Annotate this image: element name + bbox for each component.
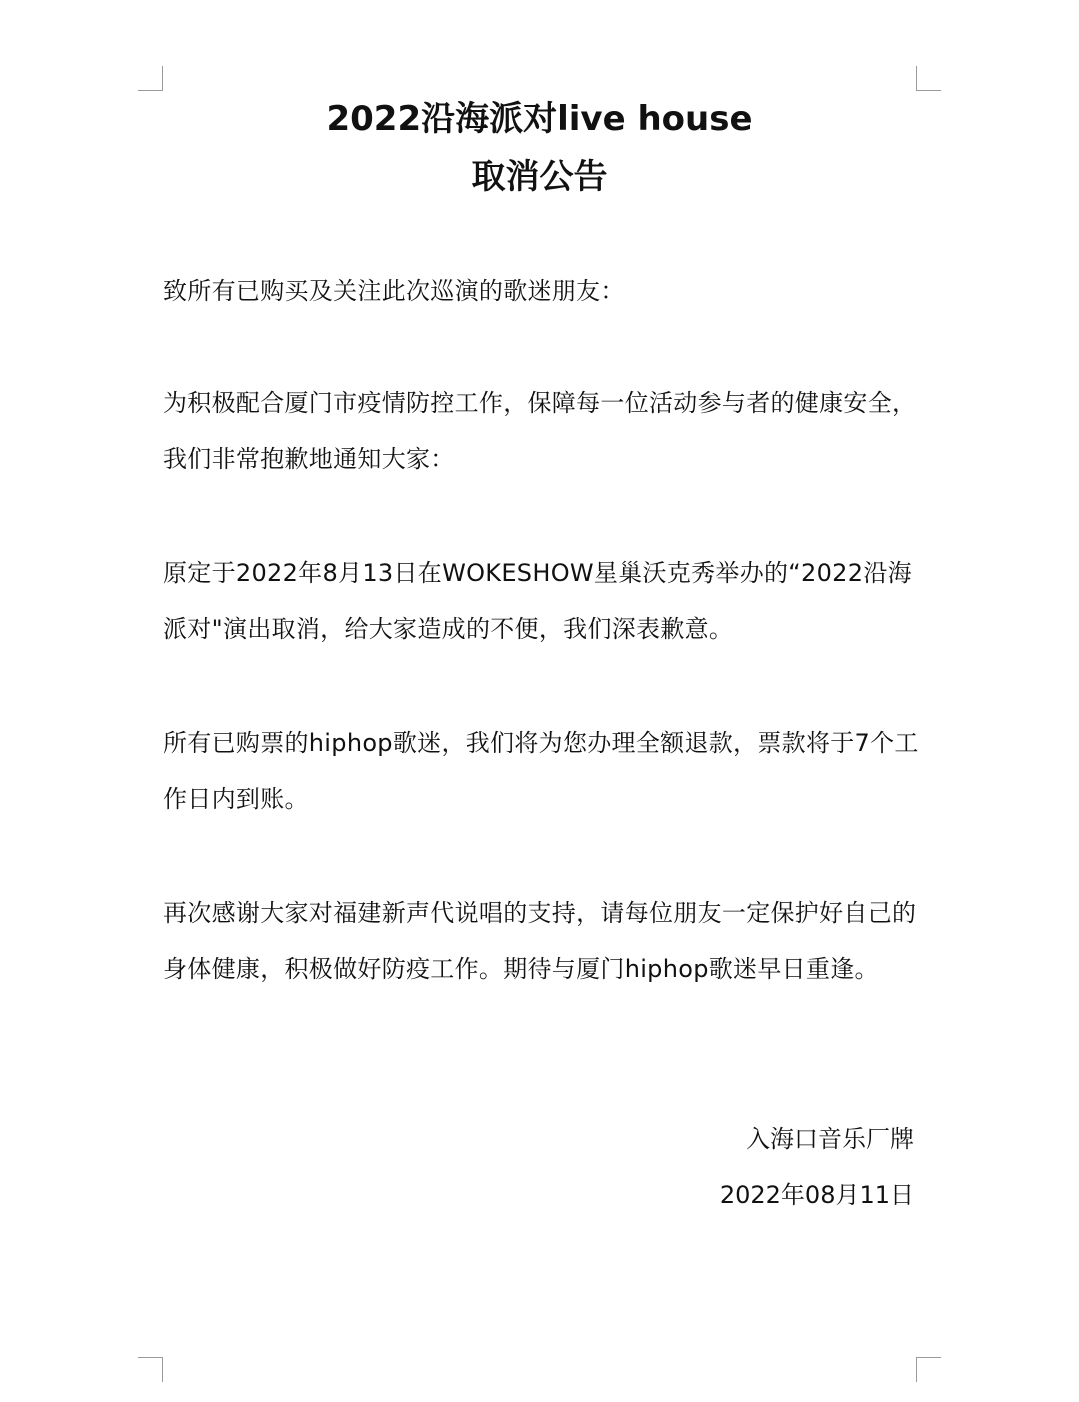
notice-title: 2022沿海派对live house (326, 99, 753, 139)
closing-paragraph: 再次感谢大家对福建新声代说唱的支持，请每位朋友一定保护好自己的身体健康，积极做好防疫工作。期待与厦门hiphop歌迷早日重逢。 (163, 899, 917, 983)
refund-paragraph: 所有已购票的hiphop歌迷，我们将为您办理全额退款，票款将于7个工作日内到账。 (163, 729, 919, 813)
signature-organization: 入海口音乐厂牌 (746, 1125, 914, 1153)
page-corner-mark-top-right (916, 66, 941, 91)
page-corner-mark-top-left (138, 66, 163, 91)
signature-date: 2022年08月11日 (719, 1181, 914, 1209)
page-corner-mark-bottom-right (916, 1357, 941, 1382)
notice-subtitle: 取消公告 (471, 157, 608, 197)
reason-paragraph: 为积极配合厦门市疫情防控工作，保障每一位活动参与者的健康安全，我们非常抱歉地通知大家： (163, 389, 917, 473)
cancellation-paragraph: 原定于2022年8月13日在WOKESHOW星巢沃克秀举办的“2022沿海派对"演出取消，给大家造成的不便，我们深表歉意。 (163, 559, 912, 643)
greeting-paragraph: 致所有已购买及关注此次巡演的歌迷朋友： (163, 277, 625, 305)
page-corner-mark-bottom-left (138, 1357, 163, 1382)
